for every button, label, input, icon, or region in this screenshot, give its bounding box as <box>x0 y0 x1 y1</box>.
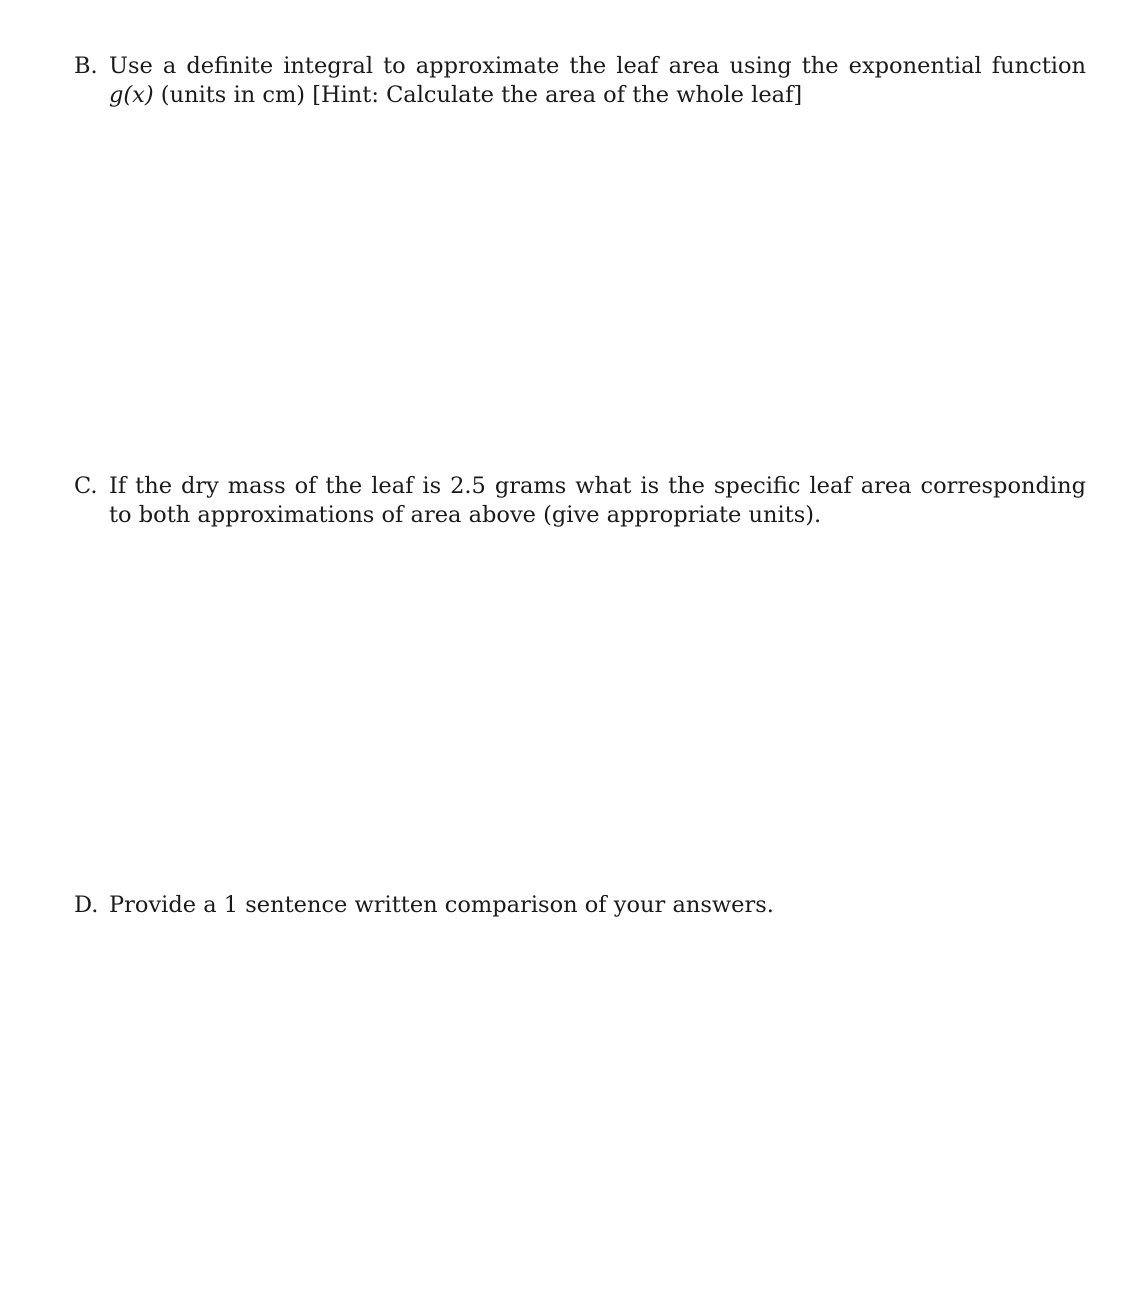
question-b-text <box>109 52 1086 110</box>
question-b-label: B. <box>74 53 98 79</box>
question-d-label: D. <box>74 892 99 918</box>
question-b-text-part2: (units in cm) [Hint: Calculate the area of the whole leaf] <box>153 82 803 108</box>
question-b-math-function: g(x) <box>109 82 154 108</box>
question-c-label: C. <box>74 473 98 499</box>
question-c <box>74 472 1086 530</box>
question-b <box>74 52 1086 110</box>
question-c-text: If the dry mass of the leaf is 2.5 grams what is the specific leaf area corresponding to both approximations of area above (give appropriate units). <box>109 473 1086 528</box>
question-b-text-part1: Use a definite integral to approximate the leaf area using the exponential function <box>109 53 1086 79</box>
question-d-text: Provide a 1 sentence written comparison of your answers. <box>109 892 774 918</box>
question-d <box>74 891 1086 920</box>
